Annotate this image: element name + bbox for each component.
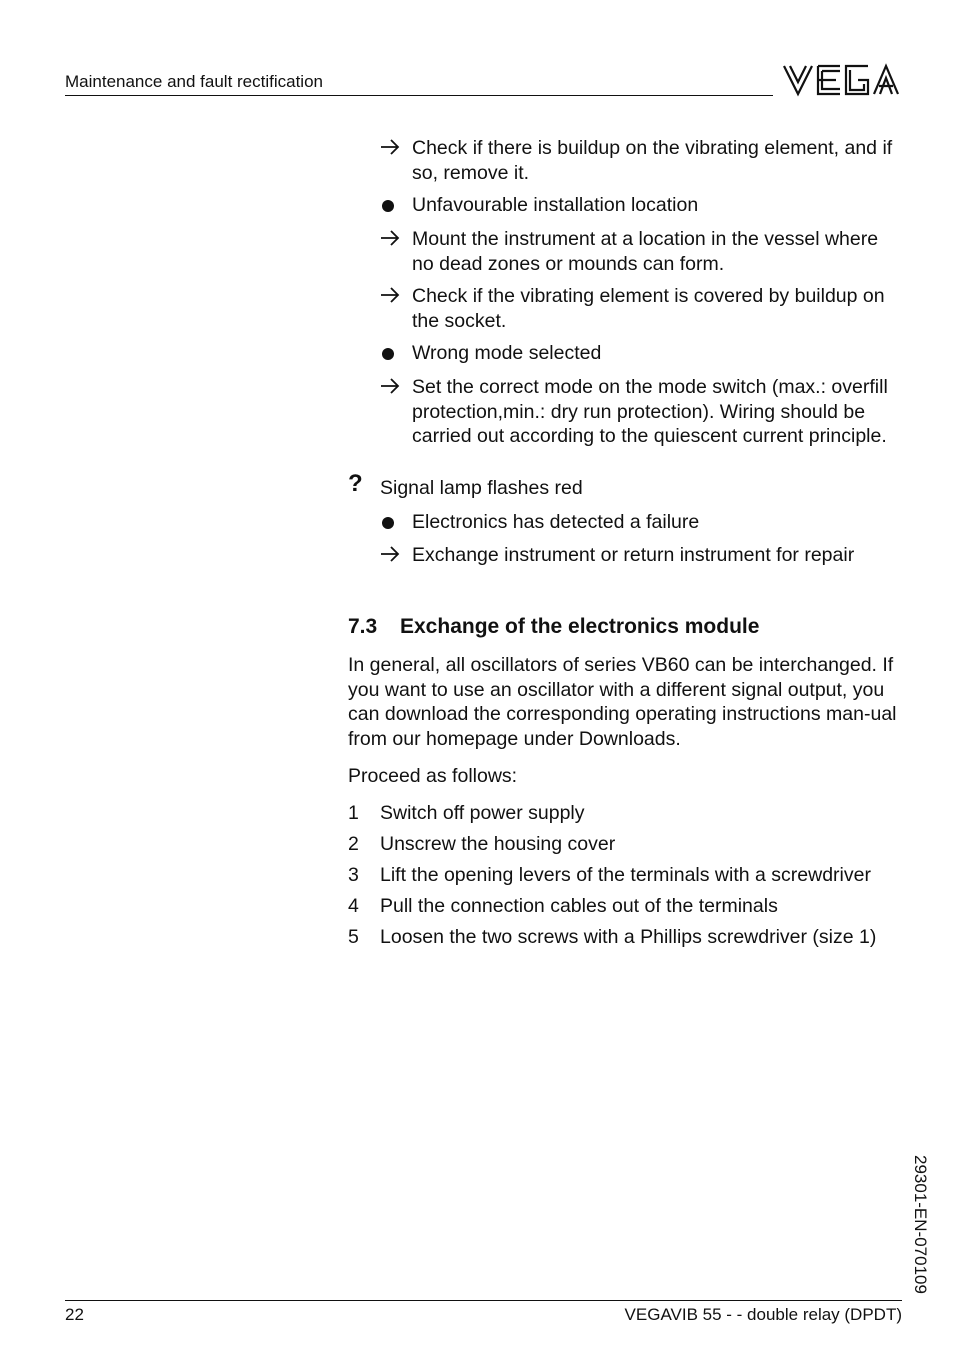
arrow-icon	[380, 375, 402, 395]
step-number: 5	[348, 926, 359, 948]
item-text: Wrong mode selected	[412, 342, 602, 364]
header-rule	[65, 95, 773, 96]
document-number: 29301-EN-070109	[911, 1155, 930, 1294]
step-number: 4	[348, 895, 359, 917]
step-number: 3	[348, 864, 359, 886]
step-text: Lift the opening levers of the terminals with a screwdriver	[380, 864, 871, 886]
vega-logo	[782, 62, 902, 98]
item-text: Check if the vibrating element is covered by buildup on the socket.	[412, 285, 885, 332]
step-text: Loosen the two screws with a Phillips screwdriver (size 1)	[380, 926, 877, 948]
section-intro: Proceed as follows:	[348, 765, 518, 787]
arrow-icon	[380, 543, 402, 563]
item-text: Set the correct mode on the mode switch (max.: overfill protection,min.: dry run protection). Wiring should be carried out according to the quiescent current principle.	[412, 376, 888, 447]
arrow-icon	[380, 284, 402, 304]
section-paragraph: In general, all oscillators of series VB60 can be interchanged. If you want to use an oscillator with a different signal output, you can download the corresponding operating instructions man-ual from our homepage under Downloads.	[348, 654, 897, 750]
arrow-icon	[380, 227, 402, 247]
step-text: Switch off power supply	[380, 802, 585, 824]
footer-rule	[65, 1300, 902, 1301]
item-text: Check if there is buildup on the vibrating element, and if so, remove it.	[412, 137, 893, 184]
section-heading	[348, 615, 759, 639]
footer-title: VEGAVIB 55 - - double relay (DPDT)	[624, 1305, 902, 1324]
bullet-icon	[380, 193, 402, 212]
step-number: 1	[348, 802, 359, 824]
section-number: 7.3	[348, 615, 378, 638]
item-text: Electronics has detected a failure	[412, 511, 700, 533]
item-text: Exchange instrument or return instrument for repair	[412, 544, 855, 566]
step-number: 2	[348, 833, 359, 855]
question-text: Signal lamp flashes red	[380, 477, 583, 499]
question-mark: ?	[348, 470, 363, 497]
arrow-icon	[380, 136, 402, 156]
item-text: Unfavourable installation location	[412, 194, 699, 216]
header-title: Maintenance and fault rectification	[65, 72, 323, 91]
bullet-icon	[380, 510, 402, 529]
page-number: 22	[65, 1305, 84, 1324]
bullet-icon	[380, 341, 402, 360]
item-text: Mount the instrument at a location in the vessel where no dead zones or mounds can form.	[412, 228, 879, 275]
section-title: Exchange of the electronics module	[400, 615, 760, 638]
step-text: Unscrew the housing cover	[380, 833, 616, 855]
step-text: Pull the connection cables out of the terminals	[380, 895, 778, 917]
